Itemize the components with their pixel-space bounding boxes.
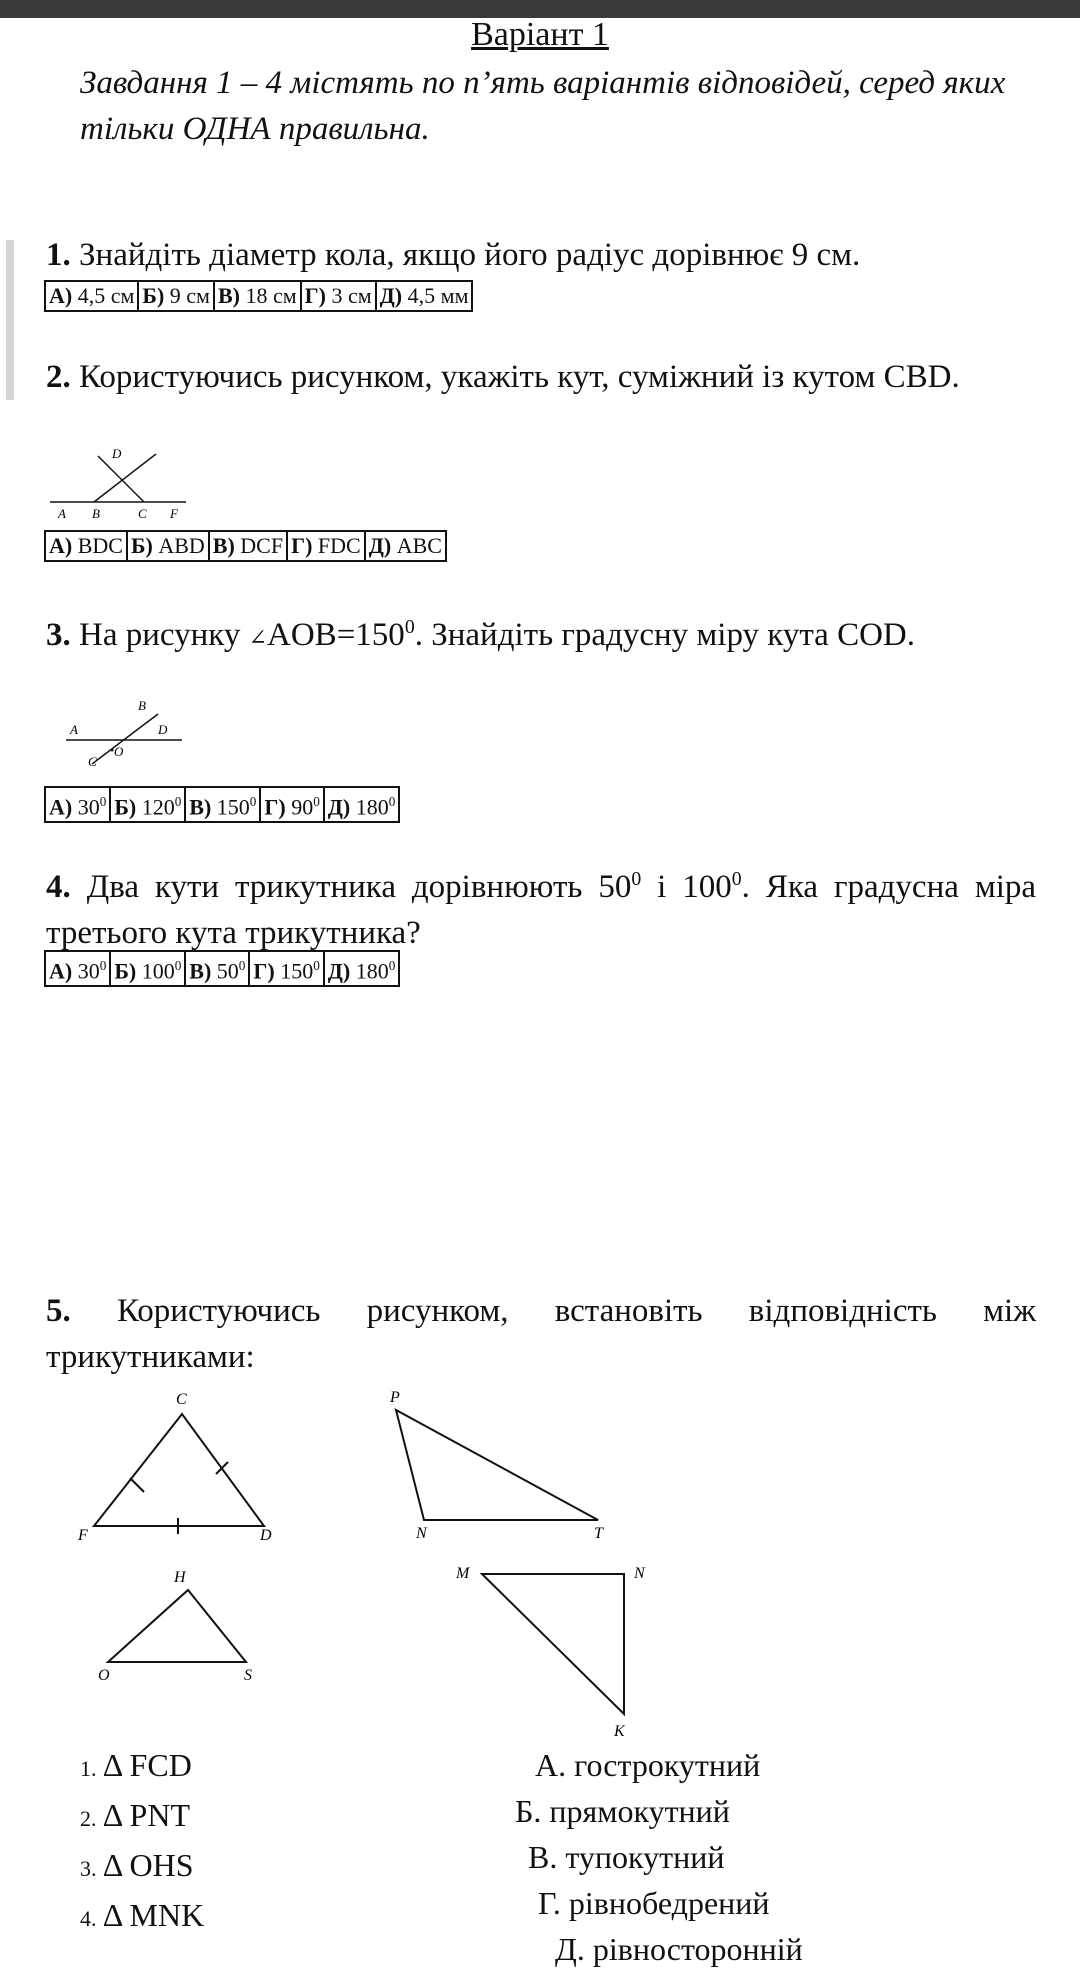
question-3-figure (46, 696, 196, 772)
fig3-label-d: D (158, 722, 168, 737)
fig5-label-n: N (416, 1525, 427, 1542)
q1-option-c[interactable]: В) 18 см (214, 281, 301, 311)
q4-option-c[interactable]: В) $50^0$ (185, 951, 249, 986)
q1-option-a[interactable]: А) 4,5 см (45, 281, 138, 311)
angle-symbol: ∠ (248, 625, 268, 650)
instructions-text: Завдання 1 – 4 містять по п’ять варіантів відповідей, серед яких тільки ОДНА правильна. (80, 65, 1006, 147)
q3-option-b[interactable]: Б) $120^0$ (110, 787, 185, 822)
list-item: 4. Δ MNK (80, 1897, 205, 1933)
q2-option-b[interactable]: Б) ABD (127, 531, 209, 561)
list-item: 1. Δ FCD (80, 1747, 192, 1783)
question-4: 4. Два кути трикутника дорівнюють $50^0$ і $100^0$. Яка градусна міра третього кута трикутника? (46, 868, 1037, 951)
answer-c: В. тупокутний (528, 1839, 725, 1875)
question-1-options (44, 280, 473, 312)
fig2-label-d: D (112, 446, 122, 461)
q2-option-a[interactable]: А) BDC (45, 531, 127, 561)
question-2-number: 2. (46, 359, 71, 395)
fig5-label-k: K (614, 1723, 625, 1738)
q4-option-a[interactable]: А) $30^0$ (45, 951, 110, 986)
question-2-text: Користуючись рисунком, укажіть кут, суміжний із кутом CBD. (79, 359, 960, 395)
fig3-label-o: O (114, 744, 124, 759)
q3-option-e[interactable]: Д) $180^0$ (324, 787, 400, 822)
answer-e: Д. рівносторонній (555, 1931, 803, 1967)
question-1-number: 1. (46, 237, 71, 273)
question-5-number: 5. (46, 1293, 71, 1329)
question-3-number: 3. (46, 617, 71, 653)
question-4-options (44, 950, 400, 987)
q1-option-b[interactable]: Б) 9 см (138, 281, 214, 311)
q4-option-d[interactable]: Г) $150^0$ (249, 951, 323, 986)
q3-option-c[interactable]: В) $150^0$ (185, 787, 260, 822)
q1-option-e[interactable]: Д) 4,5 мм (376, 281, 473, 311)
answer-a: А. гострокутний (535, 1747, 761, 1783)
fig5-label-o: O (98, 1667, 110, 1684)
question-3-options (44, 786, 400, 823)
fig5-label-d: D (260, 1527, 272, 1544)
fig2-label-b: B (92, 506, 100, 521)
fig2-label-a: A (58, 506, 66, 521)
question-5 (46, 1288, 1036, 1380)
question-5-text: Користуючись рисунком, встановіть відповідність між трикутниками: (46, 1293, 1036, 1375)
question-3: 3. На рисунку $\angle AOB=150^0$. Знайдіть градусну міру кута COD. (46, 616, 915, 653)
fig3-label-c: C (88, 754, 97, 769)
question-4-number: 4. (46, 869, 71, 905)
fig5-label-s: S (244, 1667, 252, 1684)
question-2-options (44, 530, 447, 562)
q2-option-e[interactable]: Д) ABC (365, 531, 446, 561)
question-3-angle: AOB=150 (267, 617, 405, 653)
list-item: 3. Δ OHS (80, 1847, 194, 1883)
question-1-text: Знайдіть діаметр кола, якщо його радіус дорівнює 9 см. (79, 237, 861, 273)
fig5-label-n2: N (634, 1565, 645, 1582)
fig2-label-c: C (138, 506, 147, 521)
fig5-label-t: T (594, 1525, 603, 1542)
fig5-label-h: H (174, 1569, 186, 1586)
answer-b: Б. прямокутний (515, 1793, 730, 1829)
q1-option-d[interactable]: Г) 3 см (301, 281, 376, 311)
q2-option-c[interactable]: В) DCF (209, 531, 287, 561)
q3-option-d[interactable]: Г) $90^0$ (260, 787, 323, 822)
fig3-label-b: B (138, 698, 146, 713)
fig2-label-f: F (170, 506, 178, 521)
question-3-text-end: . Знайдіть градусну міру кута COD. (414, 617, 915, 653)
answer-d: Г. рівнобедрений (538, 1885, 770, 1921)
fig5-label-c: C (176, 1391, 187, 1408)
q4-option-b[interactable]: Б) $100^0$ (110, 951, 185, 986)
q4-option-e[interactable]: Д) $180^0$ (324, 951, 400, 986)
fig3-label-a: A (70, 722, 78, 737)
question-2 (46, 354, 1036, 400)
question-5-figure (46, 1378, 686, 1738)
variant-title: Варіант 1 (471, 16, 609, 53)
question-2-figure (46, 446, 196, 526)
q2-option-d[interactable]: Г) FDC (287, 531, 365, 561)
list-item: 2. Δ PNT (80, 1797, 190, 1833)
fig5-label-m: M (456, 1565, 470, 1582)
triangle-list (80, 1742, 204, 1942)
question-3-text-start: На рисунку (79, 617, 241, 653)
question-1 (46, 232, 1036, 278)
q3-option-a[interactable]: А) $30^0$ (45, 787, 110, 822)
fig5-label-f: F (78, 1527, 88, 1544)
scroll-indicator (6, 240, 14, 400)
fig5-label-p: P (390, 1389, 400, 1406)
